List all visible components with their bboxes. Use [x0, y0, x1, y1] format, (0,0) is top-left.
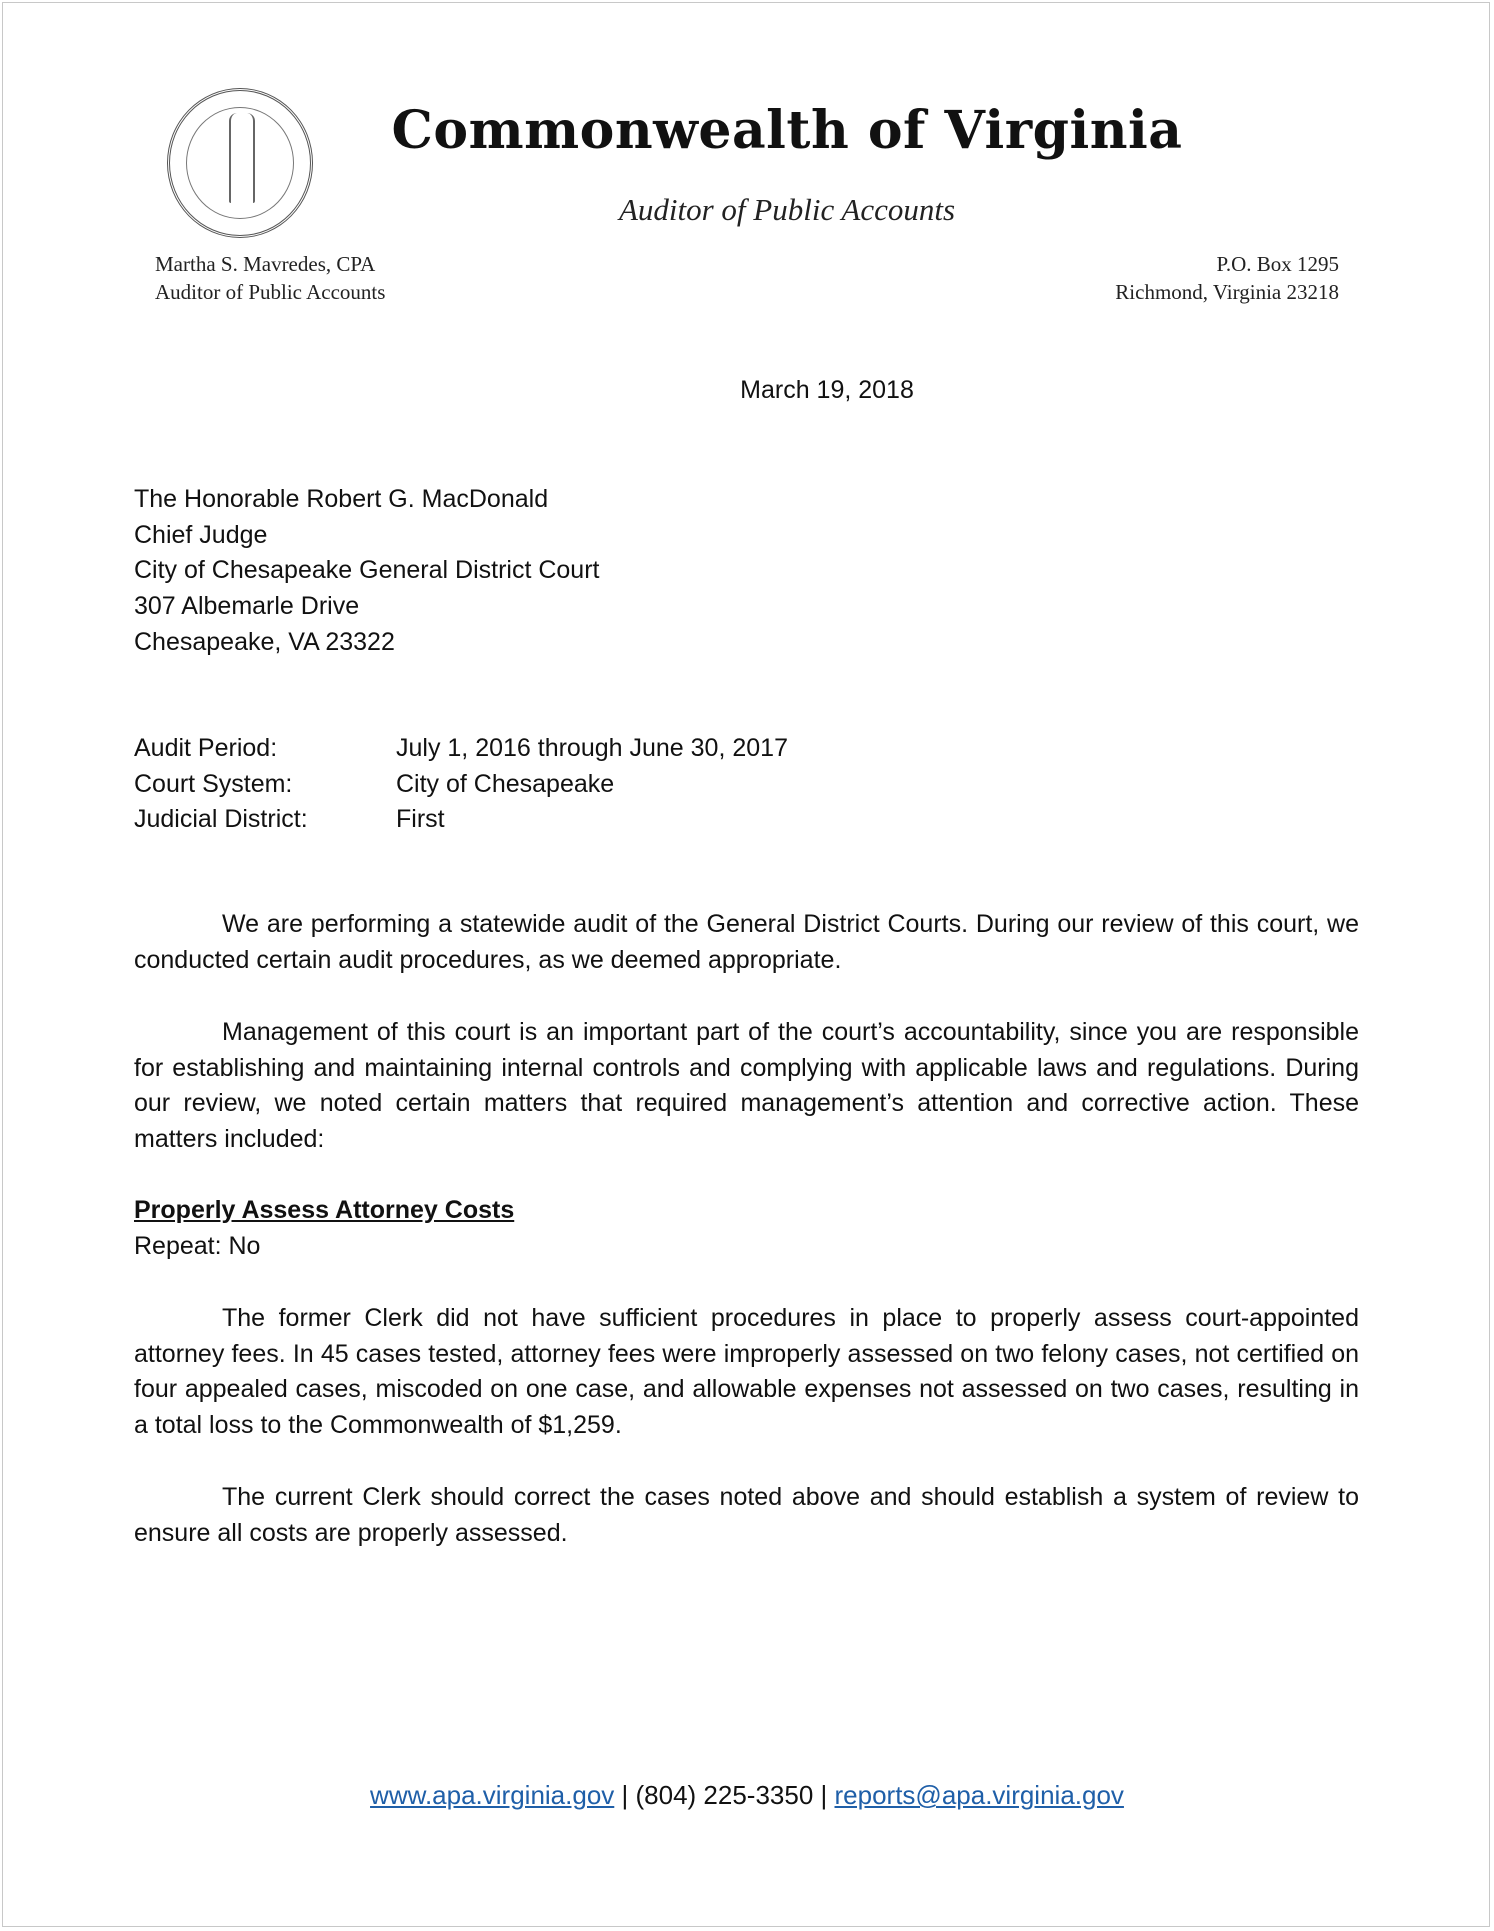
finding-heading: Properly Assess Attorney Costs: [134, 1196, 515, 1224]
auditor-block: [155, 250, 385, 306]
judicial-district-label: Judicial District:: [134, 805, 308, 834]
court-system-row: [134, 767, 788, 803]
recipient-city: Chesapeake, VA 23322: [134, 627, 395, 656]
judicial-district-value: First: [396, 805, 445, 834]
website-link[interactable]: www.apa.virginia.gov: [370, 1780, 615, 1810]
phone-number: (804) 225-3350: [635, 1780, 814, 1810]
court-system-value: City of Chesapeake: [396, 769, 615, 798]
email-link[interactable]: reports@apa.virginia.gov: [834, 1780, 1124, 1810]
recipient-title: Chief Judge: [134, 520, 268, 549]
judicial-district-row: [134, 802, 788, 838]
audit-period-row: [134, 731, 788, 767]
auditor-name: Martha S. Mavredes, CPA: [155, 252, 376, 276]
po-box: P.O. Box 1295: [1216, 252, 1339, 276]
finding-recommendation-paragraph: The current Clerk should correct the cases noted above and should establish a system of review to ensure all costs are properly assessed.: [134, 1483, 1359, 1547]
letterhead-subtitle: Auditor of Public Accounts: [618, 192, 956, 227]
mailing-address-block: [1115, 250, 1339, 306]
recipient-address: [134, 482, 599, 661]
recipient-street: 307 Albemarle Drive: [134, 592, 360, 621]
city-state-zip: Richmond, Virginia 23218: [1115, 280, 1339, 304]
recipient-court: City of Chesapeake General District Court: [134, 556, 600, 585]
auditor-title: Auditor of Public Accounts: [155, 280, 386, 304]
audit-period-label: Audit Period:: [134, 734, 278, 762]
audit-info-block: [134, 731, 788, 838]
finding-repeat-status: Repeat: No: [134, 1232, 261, 1260]
footer-contact: [0, 1780, 1494, 1811]
footer-separator: |: [813, 1780, 835, 1810]
finding-detail-paragraph: The former Clerk did not have sufficient procedures in place to properly assess court-appointed attorney fees. In 45 cases tested, attorney fees were improperly assessed on two felony cases, not certified on four appealed cases, miscoded on one case, and allowable expenses not assessed on two cases, resulting in a total loss to the Commonwealth of $1,259.: [134, 1304, 1359, 1440]
recipient-name: The Honorable Robert G. MacDonald: [134, 485, 549, 513]
court-system-label: Court System:: [134, 769, 293, 798]
management-paragraph: Management of this court is an important part of the court’s accountability, since you are responsible for establishing and maintaining internal controls and complying with applicable laws and regulations. During our review, we noted certain matters that required management’s attention and corrective action. These matters included:: [134, 1018, 1359, 1154]
intro-paragraph: We are performing a statewide audit of the General District Courts. During our review of this court, we conducted certain audit procedures, as we deemed appropriate.: [134, 910, 1359, 974]
audit-period-value: July 1, 2016 through June 30, 2017: [396, 734, 788, 762]
letterhead-title: Commonwealth of Virginia: [391, 100, 1183, 161]
footer-separator: |: [614, 1780, 636, 1810]
letter-date: March 19, 2018: [740, 376, 914, 404]
